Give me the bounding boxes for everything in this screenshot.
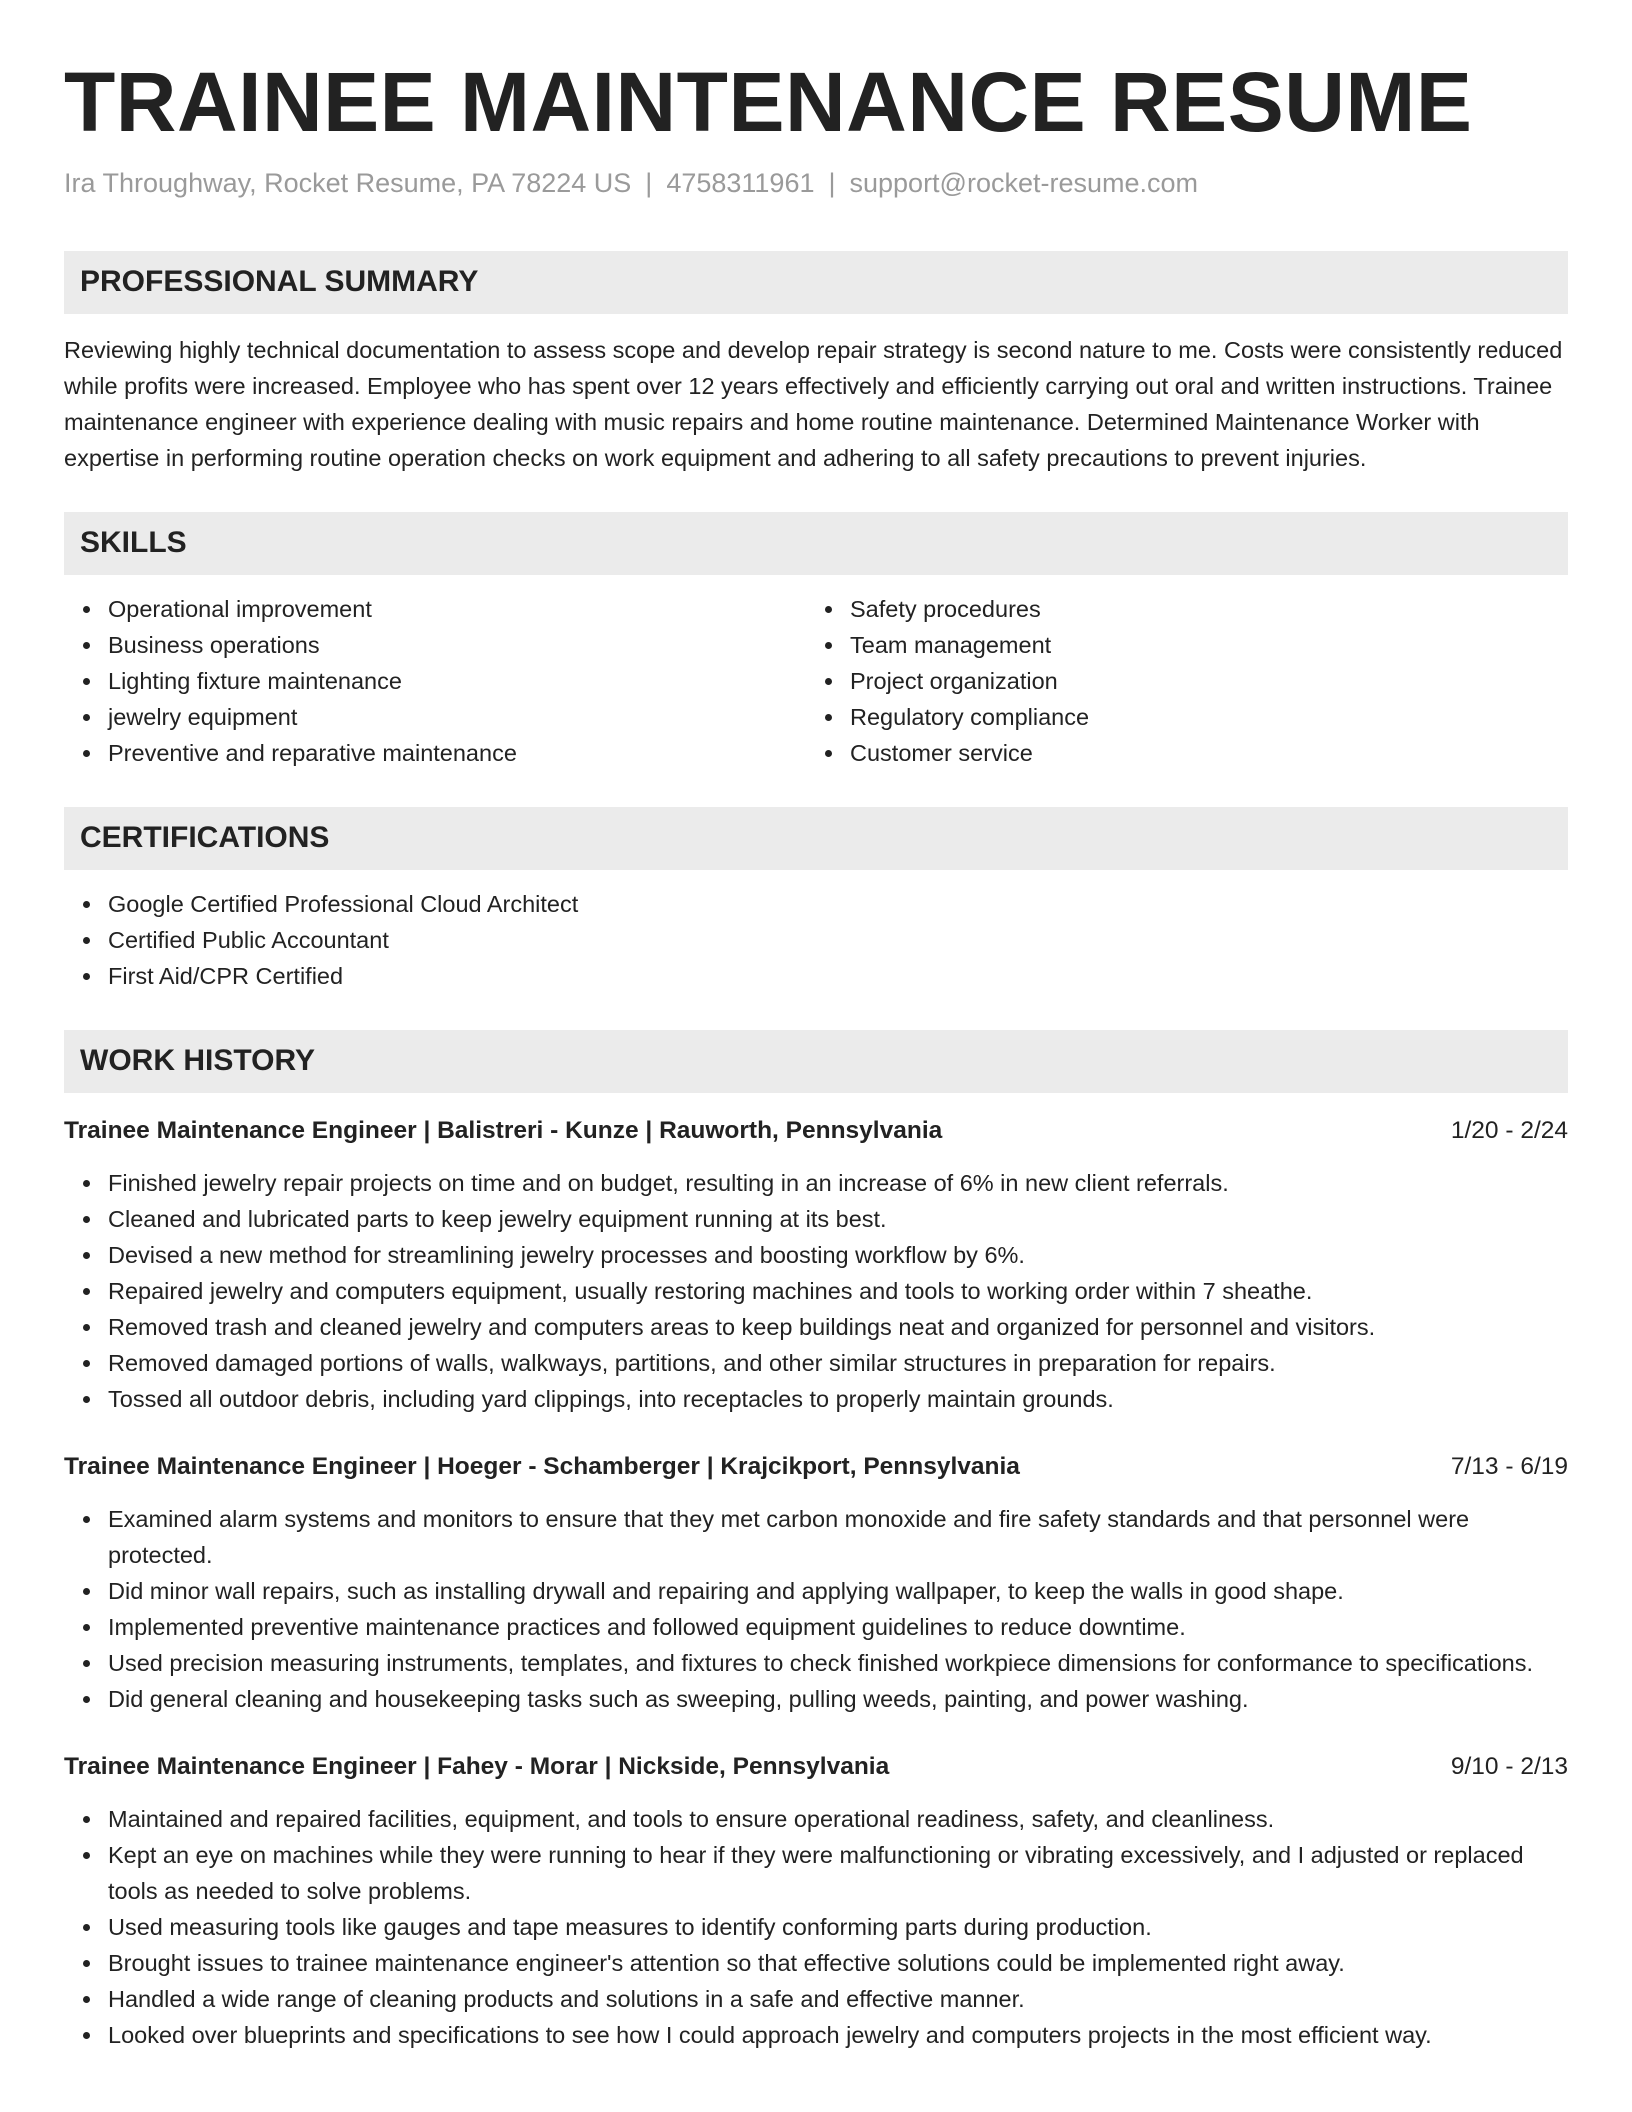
job-entry [64, 1749, 1568, 2053]
skill-item: Customer service [850, 735, 1548, 771]
certification-item: Certified Public Accountant [108, 922, 1568, 958]
skill-item: jewelry equipment [108, 699, 806, 735]
job-bullet: Looked over blueprints and specifications to see how I could approach jewelry and computers projects in the most efficient way. [108, 2017, 1568, 2053]
job-entry [64, 1449, 1568, 1717]
skill-item: Operational improvement [108, 591, 806, 627]
job-header [64, 1749, 1568, 1785]
skill-item: Project organization [850, 663, 1548, 699]
job-bullet: Removed damaged portions of walls, walkways, partitions, and other similar structures in preparation for repairs. [108, 1345, 1568, 1381]
skill-item: Regulatory compliance [850, 699, 1548, 735]
contact-address: Ira Throughway, Rocket Resume, PA 78224 US [64, 167, 632, 198]
job-dates: 1/20 - 2/24 [1450, 1116, 1568, 1144]
contact-email: support@rocket-resume.com [849, 167, 1199, 198]
job-dates: 9/10 - 2/13 [1450, 1752, 1568, 1780]
contact-line [64, 165, 1568, 201]
job-title: Trainee Maintenance Engineer | Balistreri - Kunze | Rauworth, Pennsylvania [64, 1116, 943, 1144]
certification-item: First Aid/CPR Certified [108, 958, 1568, 994]
job-header [64, 1113, 1568, 1149]
job-bullet: Implemented preventive maintenance practices and followed equipment guidelines to reduce downtime. [108, 1609, 1568, 1645]
skills-column-right [806, 591, 1548, 771]
job-header [64, 1449, 1568, 1485]
certifications-list [64, 886, 1568, 994]
job-bullet: Did minor wall repairs, such as installing drywall and repairing and applying wallpaper, to keep the walls in good shape. [108, 1573, 1568, 1609]
skill-item: Preventive and reparative maintenance [108, 735, 806, 771]
job-bullet: Handled a wide range of cleaning products and solutions in a safe and effective manner. [108, 1981, 1568, 2017]
summary-text: Reviewing highly technical documentation to assess scope and develop repair strategy is second nature to me. Costs were consistently reduced while profits were increased. Employee who has spent over 12 years effectively and efficiently carrying out oral and written instructions. Trainee maintenance engineer with experience dealing with music repairs and home routine maintenance. Determined Maintenance Worker with expertise in performing routine operation checks on work equipment and adhering to all safety precautions to prevent injuries. [64, 336, 1563, 471]
job-bullets [64, 1801, 1568, 2053]
job-bullet: Repaired jewelry and computers equipment, usually restoring machines and tools to working order within 7 sheathe. [108, 1273, 1568, 1309]
section-header-certifications: CERTIFICATIONS [64, 807, 1568, 870]
certifications-wrap [64, 886, 1568, 994]
job-bullets [64, 1165, 1568, 1417]
skill-item: Safety procedures [850, 591, 1548, 627]
job-dates: 7/13 - 6/19 [1450, 1452, 1568, 1480]
job-bullet: Tossed all outdoor debris, including yard clippings, into receptacles to properly maintain grounds. [108, 1381, 1568, 1417]
job-bullet: Did general cleaning and housekeeping tasks such as sweeping, pulling weeds, painting, and power washing. [108, 1681, 1568, 1717]
skill-item: Business operations [108, 627, 806, 663]
job-bullet: Examined alarm systems and monitors to ensure that they met carbon monoxide and fire safety standards and that personnel were protected. [108, 1501, 1568, 1573]
section-header-work-history: WORK HISTORY [64, 1030, 1568, 1093]
job-bullet: Brought issues to trainee maintenance engineer's attention so that effective solutions could be implemented right away. [108, 1945, 1568, 1981]
section-header-skills: SKILLS [64, 512, 1568, 575]
job-bullet: Used precision measuring instruments, templates, and fixtures to check finished workpiece dimensions for conformance to specifications. [108, 1645, 1568, 1681]
contact-separator: | [645, 167, 653, 198]
skills-column-left [64, 591, 806, 771]
contact-separator: | [828, 167, 836, 198]
skill-item: Team management [850, 627, 1548, 663]
job-bullet: Used measuring tools like gauges and tape measures to identify conforming parts during production. [108, 1909, 1568, 1945]
job-bullet: Removed trash and cleaned jewelry and computers areas to keep buildings neat and organized for personnel and visitors. [108, 1309, 1568, 1345]
job-bullet: Cleaned and lubricated parts to keep jewelry equipment running at its best. [108, 1201, 1568, 1237]
skills-grid [64, 591, 1568, 771]
resume-title: TRAINEE MAINTENANCE RESUME [64, 55, 1473, 149]
job-title: Trainee Maintenance Engineer | Fahey - Morar | Nickside, Pennsylvania [64, 1752, 890, 1780]
job-bullet: Maintained and repaired facilities, equipment, and tools to ensure operational readiness, safety, and cleanliness. [108, 1801, 1568, 1837]
skill-item: Lighting fixture maintenance [108, 663, 806, 699]
job-bullet: Finished jewelry repair projects on time and on budget, resulting in an increase of 6% in new client referrals. [108, 1165, 1568, 1201]
certification-item: Google Certified Professional Cloud Architect [108, 886, 1568, 922]
section-header-summary: PROFESSIONAL SUMMARY [64, 251, 1568, 314]
job-bullet: Devised a new method for streamlining jewelry processes and boosting workflow by 6%. [108, 1237, 1568, 1273]
job-bullets [64, 1501, 1568, 1717]
contact-phone: 4758311961 [666, 167, 815, 198]
job-title: Trainee Maintenance Engineer | Hoeger - Schamberger | Krajcikport, Pennsylvania [64, 1452, 1020, 1480]
skills-list-right [806, 591, 1548, 771]
skills-list-left [64, 591, 806, 771]
job-entry [64, 1113, 1568, 1417]
job-bullet: Kept an eye on machines while they were running to hear if they were malfunctioning or vibrating excessively, and I adjusted or replaced tools as needed to solve problems. [108, 1837, 1568, 1909]
